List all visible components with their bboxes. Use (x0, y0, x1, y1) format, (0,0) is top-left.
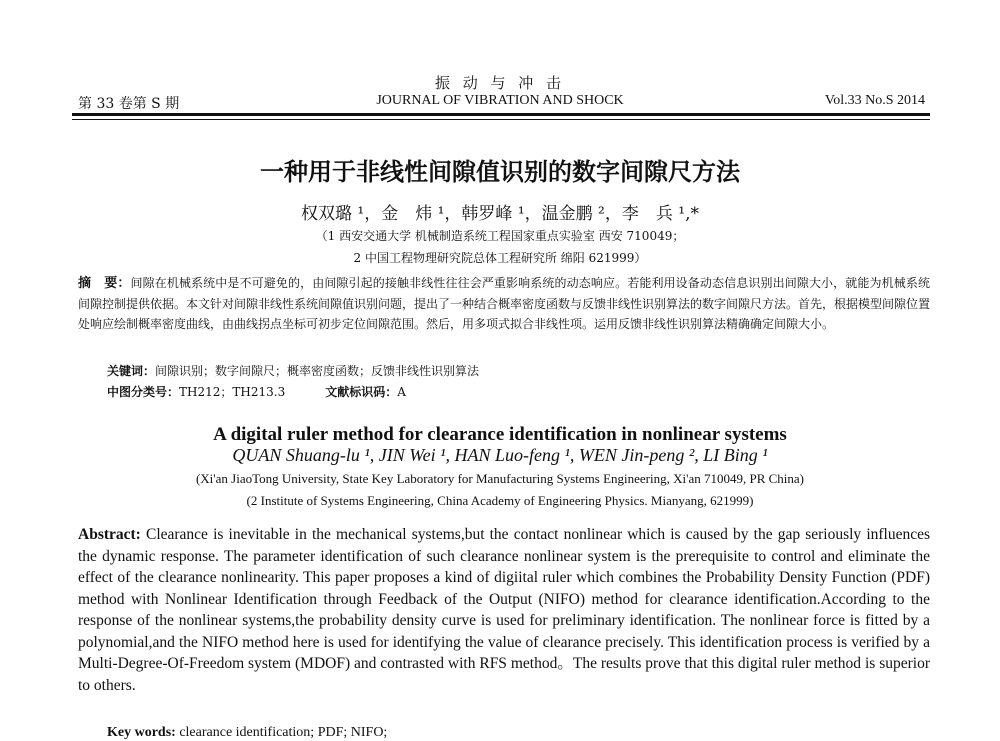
header-rule-thin (72, 119, 930, 120)
doc-code-value: A (397, 385, 406, 399)
affiliation-en-2: (2 Institute of Systems Engineering, China Academy of Engineering Physics. Mianyang, 621999) (246, 493, 754, 508)
paper-title-cn: 一种用于非线性间隙值识别的数字间隙尺方法 (260, 157, 740, 186)
volume-cn: 第 33 卷第 S 期 (78, 96, 180, 112)
affiliation-en-1: (Xi'an JiaoTong University, State Key Laboratory for Manufacturing Systems Engineering, Xi'an 710049, PR China) (195, 471, 805, 486)
header-rule-thick (72, 113, 930, 116)
doc-code-label: 文献标识码： (325, 385, 398, 399)
paper-title-en: A digital ruler method for clearance identification in nonlinear systems (213, 424, 787, 445)
class-value: TH212；TH213.3 (179, 385, 286, 399)
authors-en: QUAN Shuang-lu ¹, JIN Wei ¹, HAN Luo-feng ¹, WEN Jin-peng ², LI Bing ¹ (232, 445, 768, 465)
keywords-text-cn: 间隙识别；数字间隙尺；概率密度函数；反馈非线性识别算法 (155, 364, 480, 378)
keywords-cn (107, 362, 479, 379)
keywords-label-en: Key words: (107, 725, 176, 740)
authors-cn: 权双璐 ¹，金 炜 ¹，韩罗峰 ¹，温金鹏 ²，李 兵 ¹,* (301, 204, 699, 224)
classification-cn (107, 383, 446, 400)
abstract-en (78, 524, 930, 696)
abstract-text-cn: 间隙在机械系统中是不可避免的，由间隙引起的接触非线性往往会严重影响系统的动态响应。若能利用设备动态信息识别出间隙大小，就能为机械系统间隙控制提供依据。本文针对间隙非线性系统间隙值识别问题，提出了一种结合概率密度函数与反馈非线性识别算法的数字间隙尺方法。首先，根据模型间隙位置处响应绘制概率密度曲线，由曲线拐点坐标可初步定位间隙范围。然后，用多项式拟合非线性项。运用反馈非线性识别算法精确确定间隙大小。 (78, 276, 931, 331)
affiliation-cn-1: （1 西安交通大学 机械制造系统工程国家重点实验室 西安 710049； (315, 229, 685, 243)
journal-name-en: JOURNAL OF VIBRATION AND SHOCK (376, 93, 624, 108)
journal-name-cn: 振 动 与 冲 击 (434, 74, 566, 92)
keywords-en (107, 725, 387, 741)
keywords-text-en: clearance identification; PDF; NIFO; (179, 725, 388, 740)
affiliation-cn-2: 2 中国工程物理研究院总体工程研究所 绵阳 621999） (353, 251, 647, 265)
abstract-label-en: Abstract: (78, 526, 141, 543)
class-label: 中图分类号： (107, 385, 180, 399)
volume-en: Vol.33 No.S 2014 (824, 93, 925, 108)
abstract-label-cn: 摘 要： (78, 276, 131, 291)
abstract-text-en: Clearance is inevitable in the mechanical systems,but the contact nonlinear which is caused by the gap seriously influences the dynamic response. The parameter identification of such clearance nonlinear system is the prerequisite to control and eliminate the effect of the clearance nonlinearity. This paper proposes a kind of digiital ruler which combines the Probability Density Function (PDF) method with Nonlinear Identification through Feedback of the Output (NIFO) method for clearance identification.According to the response of the nonlinear systems,the probability density curve is used for preliminary identification. The nonlinear force is fitted by a polynomial,and the NIFO method here is used for identifying the value of clearance precisely. This identification process is verified by a Multi-Degree-Of-Freedom system (MDOF) and contrasted with RFS method。The results prove that this digital ruler method is superior to others. (78, 526, 931, 694)
keywords-label-cn: 关键词： (107, 364, 156, 378)
abstract-cn (78, 273, 930, 334)
